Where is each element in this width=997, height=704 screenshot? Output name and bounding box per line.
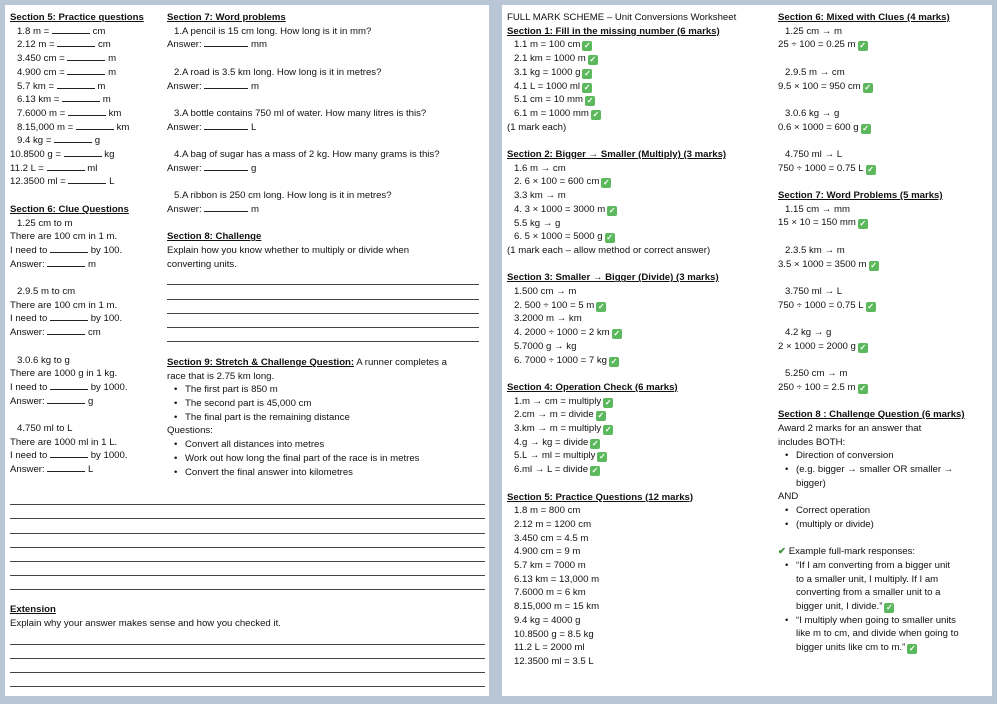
- clue-question-answer: Answer: cm: [10, 327, 101, 339]
- check-icon: ✓: [591, 466, 599, 476]
- answer-question: 2.9.5 m → cm: [785, 66, 845, 78]
- answer-line: 1.m → cm = multiply ✓: [514, 395, 612, 407]
- check-icon: ✓: [597, 411, 605, 421]
- answer-line: 3.1 kg = 1000 g ✓: [514, 66, 591, 78]
- check-icon: ✓: [908, 644, 916, 654]
- answer-line: 0.6 × 1000 = 600 g ✓: [778, 121, 869, 133]
- answer-line: 3.2000 m → km: [514, 313, 582, 325]
- clue-question-need: I need to by 1000.: [10, 381, 128, 393]
- answer-line: 7.6000 m = 6 km: [514, 587, 586, 599]
- answer-line: 2.1 km = 1000 m ✓: [514, 53, 597, 65]
- answer-line: 6. 5 × 1000 = 5000 g ✓: [514, 231, 613, 243]
- answer-line: 6.13 km = 13,000 m: [514, 573, 600, 585]
- answer-line: 9.4 kg = 4000 g: [514, 614, 581, 626]
- section-7-heading: Section 7: Word problems: [167, 12, 286, 23]
- word-problem-answer: Answer: L: [167, 121, 257, 133]
- check-icon: ✓: [859, 41, 866, 51]
- extension-answer-lines[interactable]: [10, 630, 485, 687]
- worksheet-page: [5, 5, 489, 696]
- answer-line: 11.2 L = 2000 ml: [514, 642, 585, 654]
- example-response: • “I multiply when going to smaller units: [778, 614, 988, 628]
- word-problem-answer: Answer: mm: [167, 39, 267, 51]
- practice-question: 3.450 cm = m: [17, 53, 117, 65]
- ms-section-5-heading: Section 5: Practice Questions (12 marks): [507, 491, 694, 503]
- criteria-bullet: • Correct operation: [778, 504, 988, 518]
- answer-line: 5.L → ml = multiply ✓: [514, 450, 606, 462]
- answer-line: 4. 3 × 1000 = 3000 m ✓: [514, 203, 616, 215]
- extension-heading: Extension: [10, 604, 56, 615]
- answer-line: 3.km → m = multiply ✓: [514, 423, 612, 435]
- example-response-line: bigger unit, I divide.” ✓: [796, 601, 893, 613]
- mark-scheme-title: FULL MARK SCHEME – Unit Conversions Worksheet: [507, 12, 737, 23]
- answer-line: 3.450 cm = 4.5 m: [514, 532, 589, 544]
- criteria-bullet: • (multiply or divide): [778, 518, 988, 532]
- practice-question: 4.900 cm = m: [17, 66, 117, 78]
- race-part: • The second part is 45,000 cm: [167, 397, 485, 411]
- answer-line: 5.7 km = 7000 m: [514, 560, 586, 572]
- stretch-question: • Convert all distances into metres: [167, 438, 485, 452]
- clue-question-fact: There are 1000 g in 1 kg.: [10, 368, 118, 380]
- answer-question: 4.2 kg → g: [785, 327, 832, 339]
- practice-question: 5.7 km = m: [17, 80, 106, 92]
- section-9-heading: Section 9: Stretch & Challenge Question: A runner completes a: [167, 356, 447, 368]
- answer-line: 250 ÷ 100 = 2.5 m ✓: [778, 381, 866, 393]
- check-icon: ✓: [604, 425, 612, 435]
- answer-line: 2.cm → m = divide ✓: [514, 409, 605, 421]
- clue-question-answer: Answer: g: [10, 395, 94, 407]
- word-problem: 2.A road is 3.5 km long. How long is it in metres?: [174, 66, 382, 78]
- check-icon: ✓: [604, 397, 612, 407]
- check-icon: ✓: [859, 219, 867, 229]
- example-response-line: converting from a smaller unit to a: [796, 587, 941, 599]
- check-icon: ✓: [584, 68, 591, 78]
- answer-line: 5.5 kg → g: [514, 217, 561, 229]
- clue-question-need: I need to by 1000.: [10, 450, 128, 462]
- stretch-question: • Convert the final answer into kilometres: [167, 466, 485, 480]
- check-icon: ✓: [862, 123, 869, 133]
- answer-line: 750 ÷ 1000 = 0.75 L ✓: [778, 162, 874, 174]
- criteria-text: Award 2 marks for an answer that: [778, 422, 922, 434]
- check-icon: ✓: [589, 55, 597, 65]
- check-icon: ✓: [602, 178, 610, 188]
- marks-note: (1 mark each): [507, 121, 567, 133]
- answer-question: 5.250 cm → m: [785, 368, 848, 380]
- practice-question: 7.6000 m = km: [17, 107, 122, 119]
- answer-line: 6.1 m = 1000 mm ✓: [514, 107, 600, 119]
- marks-note: (1 mark each – allow method or correct answer): [507, 244, 711, 256]
- practice-question: 6.13 km = m: [17, 94, 111, 106]
- ms-section-3-heading: Section 3: Smaller → Bigger (Divide) (3 marks): [507, 272, 719, 284]
- challenge-prompt: converting units.: [167, 258, 237, 270]
- criteria-bullet-continued: bigger): [796, 477, 826, 489]
- check-icon: ✓: [583, 82, 591, 92]
- challenge-prompt: Explain how you know whether to multiply or divide when: [167, 244, 410, 256]
- ms-section-8-heading: Section 8 : Challenge Question (6 marks): [778, 409, 965, 421]
- check-icon: ✓: [599, 452, 606, 462]
- check-icon: ✓: [859, 342, 867, 352]
- answer-question: 1.25 cm → m: [785, 25, 843, 37]
- answer-line: 5.1 cm = 10 mm ✓: [514, 94, 594, 106]
- answer-line: 1.6 m → cm: [514, 162, 566, 174]
- answer-line: 4. 2000 ÷ 1000 = 2 km ✓: [514, 327, 621, 339]
- answer-question: 3.750 ml → L: [785, 285, 843, 297]
- stretch-working-lines[interactable]: [10, 491, 485, 590]
- criteria-bullet: • Direction of conversion: [778, 449, 988, 463]
- race-part: • The final part is the remaining distance: [167, 411, 485, 425]
- ms-section-7-heading: Section 7: Word Problems (5 marks): [778, 190, 943, 202]
- clue-question-need: I need to by 100.: [10, 244, 123, 256]
- ms-section-1-heading: Section 1: Fill in the missing number (6 marks): [507, 25, 720, 37]
- checkmark-icon: ✔: [778, 546, 787, 558]
- word-problem: 5.A ribbon is 250 cm long. How long is it in metres?: [174, 190, 392, 202]
- answer-line: 1.1 m = 100 cm ✓: [514, 39, 591, 51]
- check-icon: ✓: [867, 301, 874, 311]
- clue-question-title: 2.9.5 m to cm: [17, 286, 76, 298]
- section-8-heading: Section 8: Challenge: [167, 231, 262, 243]
- practice-question: 11.2 L = ml: [10, 162, 98, 174]
- check-icon: ✓: [867, 164, 874, 174]
- answer-line: 750 ÷ 1000 = 0.75 L ✓: [778, 299, 874, 311]
- check-icon: ✓: [610, 356, 618, 366]
- questions-label: Questions:: [167, 425, 213, 437]
- check-icon: ✓: [592, 438, 599, 448]
- clue-question-need: I need to by 100.: [10, 313, 123, 325]
- word-problem: 3.A bottle contains 750 ml of water. How many litres is this?: [174, 107, 427, 119]
- answer-line: 9.5 × 100 = 950 cm ✓: [778, 80, 872, 92]
- answer-question: 2.3.5 km → m: [785, 244, 845, 256]
- criteria-and: AND: [778, 491, 799, 503]
- clue-question-title: 4.750 ml to L: [17, 423, 73, 435]
- clue-question-fact: There are 100 cm in 1 m.: [10, 231, 118, 243]
- practice-question: 9.4 kg = g: [17, 135, 101, 147]
- mark-scheme-column-1: [507, 11, 775, 669]
- word-problem: 4.A bag of sugar has a mass of 2 kg. How many grams is this?: [174, 148, 440, 160]
- clue-question-title: 1.25 cm to m: [17, 217, 73, 229]
- practice-question: 12.3500 ml = L: [10, 176, 115, 188]
- check-icon: ✓: [886, 603, 893, 613]
- practice-question: 8.15,000 m = km: [17, 121, 130, 133]
- answer-line: 2.12 m = 1200 cm: [514, 518, 592, 530]
- example-response: • “If I am converting from a bigger unit: [778, 559, 988, 573]
- extension-prompt: Explain why your answer makes sense and how you checked it.: [10, 617, 281, 629]
- clue-question-fact: There are 100 cm in 1 m.: [10, 299, 118, 311]
- stretch-intro: race that is 2.75 km long.: [167, 370, 275, 382]
- answer-line: 8.15,000 m = 15 km: [514, 601, 600, 613]
- stretch-question: • Work out how long the final part of the race is in metres: [167, 452, 485, 466]
- criteria-text: includes BOTH:: [778, 436, 846, 448]
- check-icon: ✓: [584, 41, 591, 51]
- answer-line: 12.3500 ml = 3.5 L: [514, 655, 594, 667]
- example-response-line: to a smaller unit, I multiply. If I am: [796, 573, 939, 585]
- answer-line: 1.500 cm → m: [514, 286, 577, 298]
- check-icon: ✓: [864, 82, 872, 92]
- example-heading: ✔ Example full-mark responses:: [778, 546, 916, 558]
- check-icon: ✓: [870, 260, 877, 270]
- mark-scheme-page: [502, 5, 992, 696]
- word-problem-answer: Answer: m: [167, 80, 259, 92]
- answer-question: 4.750 ml → L: [785, 148, 843, 160]
- clue-question-title: 3.0.6 kg to g: [17, 354, 70, 366]
- answer-line: 6. 7000 ÷ 1000 = 7 kg ✓: [514, 354, 618, 366]
- word-problem-answer: Answer: m: [167, 203, 259, 215]
- answer-line: 10.8500 g = 8.5 kg: [514, 628, 594, 640]
- answer-line: 4.900 cm = 9 m: [514, 546, 581, 558]
- answer-question: 1.15 cm → mm: [785, 203, 851, 215]
- ms-section-6-heading: Section 6: Mixed with Clues (4 marks): [778, 12, 950, 23]
- clue-question-answer: Answer: m: [10, 258, 96, 270]
- answer-line: 1.8 m = 800 cm: [514, 505, 581, 517]
- worksheet-column-2: [167, 11, 485, 479]
- answer-line: 3.5 × 1000 = 3500 m ✓: [778, 258, 877, 270]
- mark-scheme-column-2: [778, 11, 988, 655]
- example-response-line: like m to cm, and divide when going to: [796, 628, 959, 640]
- check-icon: ✓: [613, 329, 621, 339]
- check-icon: ✓: [859, 383, 866, 393]
- extension-section: [10, 603, 485, 687]
- section-6-heading: Section 6: Clue Questions: [10, 203, 129, 215]
- answer-line: 2. 500 ÷ 100 = 5 m ✓: [514, 299, 605, 311]
- answer-line: 25 ÷ 100 = 0.25 m ✓: [778, 39, 866, 51]
- answer-line: 6.ml → L = divide ✓: [514, 464, 599, 476]
- race-part: • The first part is 850 m: [167, 383, 485, 397]
- answer-line: 2 × 1000 = 2000 g ✓: [778, 340, 867, 352]
- clue-question-answer: Answer: L: [10, 464, 94, 476]
- answer-line: 3.3 km → m: [514, 190, 566, 202]
- answer-question: 3.0.6 kg → g: [785, 107, 840, 119]
- check-icon: ✓: [592, 109, 600, 119]
- practice-questions-list: [10, 25, 160, 189]
- practice-question: 1.8 m = cm: [17, 25, 106, 37]
- answer-line: 4.1 L = 1000 ml ✓: [514, 80, 591, 92]
- answer-line: 5.7000 g → kg: [514, 340, 577, 352]
- clue-question-fact: There are 1000 ml in 1 L.: [10, 436, 118, 448]
- answer-line: 4.g → kg = divide ✓: [514, 436, 599, 448]
- check-icon: ✓: [608, 205, 616, 215]
- word-problem: 1.A pencil is 15 cm long. How long is it in mm?: [174, 25, 372, 37]
- practice-question: 2.12 m = cm: [17, 39, 111, 51]
- answer-line: 2. 6 × 100 = 600 cm ✓: [514, 176, 610, 188]
- section-5-heading: Section 5: Practice questions: [10, 12, 144, 23]
- answer-line: 15 × 10 = 150 mm ✓: [778, 217, 867, 229]
- check-icon: ✓: [597, 301, 605, 311]
- practice-question: 10.8500 g = kg: [10, 149, 115, 161]
- example-response-line: bigger units like cm to m.” ✓: [796, 642, 916, 654]
- challenge-answer-lines[interactable]: [167, 271, 479, 342]
- check-icon: ✓: [586, 96, 594, 106]
- check-icon: ✓: [606, 233, 613, 243]
- criteria-bullet: • (e.g. bigger → smaller OR smaller →: [778, 463, 988, 477]
- word-problem-answer: Answer: g: [167, 162, 257, 174]
- worksheet-column-1: [10, 11, 160, 477]
- ms-section-4-heading: Section 4: Operation Check (6 marks): [507, 381, 678, 393]
- ms-section-2-heading: Section 2: Bigger → Smaller (Multiply) (3 marks): [507, 149, 727, 161]
